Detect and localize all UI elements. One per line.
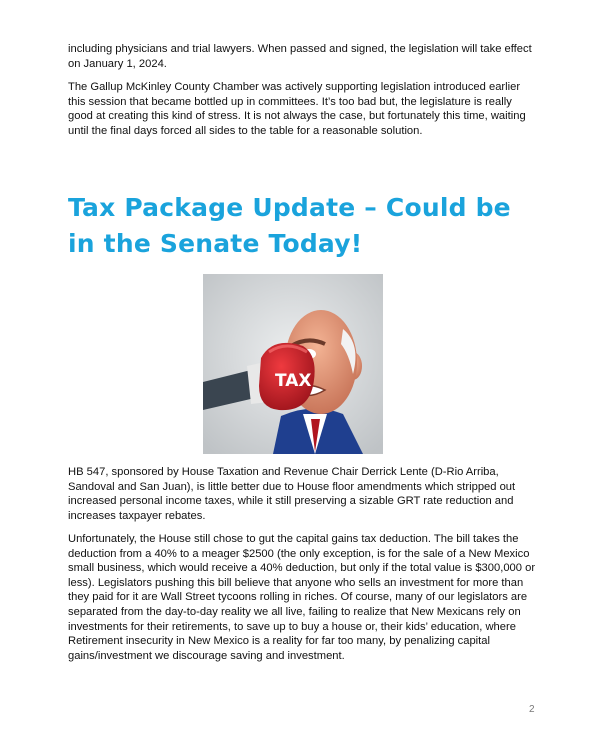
page-number: 2 (529, 704, 535, 715)
paragraph-capital-gains: Unfortunately, the House still chose to gut the capital gains tax deduction. The bill takes the deduction from a 40% to a meager $2500 (the only exception, is for the sale of a New Mexico small business, which would receive a 40% deduction, but only if the total value is $300,000 or less). Legislators pushing this bill believe that anyone who sells an investment for more than they paid for it are Wall Street tycoons rolling in riches. Of course, many of our legislators are separated from the day-to-day reality we all live, failing to realize that New Mexicans rely on investments for their retirements, to save up to buy a house or, their kids’ education, where Retirement insecurity in New Mexico is a reality for far too many, by penalizing capital gains/investment we discourage saving and investment. (68, 533, 536, 662)
paragraph-legislation-effective: including physicians and trial lawyers. When passed and signed, the legislation will take effect on January 1, 2024. (68, 43, 532, 70)
tax-punch-icon (203, 274, 383, 454)
paragraph-chamber-support: The Gallup McKinley County Chamber was actively supporting legislation introduced earlier this session that became bottled up in committees. It’s too bad but, the legislature is really good at creating this kind of stress. It is not always the case, but fortunately this time, waiting until the final days forced all sides to the table for a reasonable solution. (68, 81, 526, 137)
paragraph-hb547: HB 547, sponsored by House Taxation and Revenue Chair Derrick Lente (D-Rio Arriba, Sandoval and San Juan), is little better due to House floor amendments which stripped out increased personal income taxes, while it still preserving a sizable GRT rate reduction and increases taxpayer rebates. (68, 466, 516, 522)
section-heading-tax-package: Tax Package Update – Could be in the Senate Today! (68, 193, 511, 258)
glove-tax-label: TAX (275, 371, 312, 391)
tax-punch-illustration (203, 274, 383, 454)
